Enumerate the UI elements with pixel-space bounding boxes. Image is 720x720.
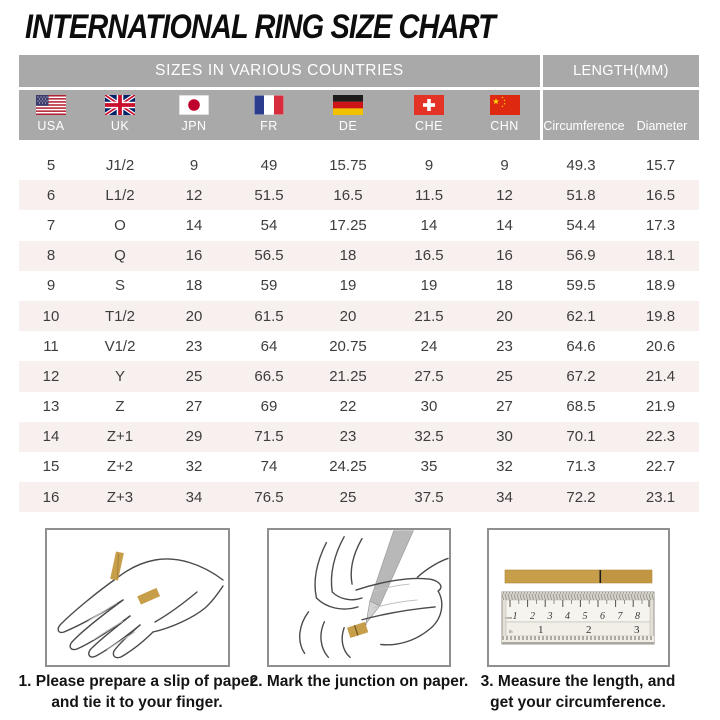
- ruler-measure-icon: [489, 530, 668, 665]
- table-cell: 32: [496, 458, 513, 476]
- table-cell: 69: [260, 398, 278, 416]
- table-cell: 16: [496, 247, 513, 265]
- table-cell: 24.25: [329, 458, 367, 476]
- table-row: [19, 392, 699, 422]
- country-label-che: CHE: [415, 119, 443, 133]
- table-cell: 15.75: [329, 156, 367, 174]
- table-cell: 64: [260, 337, 278, 355]
- table-cell: O: [114, 216, 126, 234]
- table-cell: T1/2: [104, 307, 135, 325]
- table-cell: 21.4: [645, 367, 676, 385]
- table-cell: 74: [260, 458, 278, 476]
- svg-text:2: 2: [530, 611, 535, 622]
- svg-text:1: 1: [538, 624, 544, 636]
- table-cell: 49.3: [566, 156, 596, 174]
- table-cell: 10: [42, 307, 60, 325]
- svg-text:8: 8: [635, 611, 640, 622]
- step1-caption-line2: and tie it to your finger.: [51, 694, 223, 711]
- table-cell: 15.7: [645, 156, 676, 174]
- table-cell: 27: [496, 398, 513, 416]
- table-cell: 20.75: [329, 337, 367, 355]
- switzerland-flag-icon: [414, 95, 444, 115]
- table-cell: 16: [42, 488, 60, 506]
- country-columns: [19, 90, 540, 140]
- table-cell: 16.5: [333, 186, 363, 204]
- svg-text:7: 7: [617, 611, 623, 622]
- table-cell: 20.6: [645, 337, 676, 355]
- table-cell: 64.6: [566, 337, 596, 355]
- france-flag-icon: [254, 95, 284, 115]
- germany-flag-icon: [333, 95, 363, 115]
- table-cell: Q: [114, 247, 126, 265]
- table-cell: 71.3: [566, 458, 596, 476]
- table-cell: 27.5: [414, 367, 444, 385]
- step2-caption-line1: 2. Mark the junction on paper.: [249, 673, 469, 690]
- country-label-uk: UK: [110, 119, 130, 133]
- table-cell: 11: [43, 337, 59, 355]
- length-columns: [543, 90, 699, 140]
- table-cell: 12: [42, 367, 60, 385]
- svg-text:3: 3: [547, 611, 553, 622]
- table-cell: 22.3: [645, 428, 676, 446]
- step2-caption: [239, 671, 479, 692]
- table-cell: 15: [42, 458, 60, 476]
- table-cell: 37.5: [414, 488, 444, 506]
- table-cell: 9: [500, 156, 509, 174]
- table-cell: 7: [46, 216, 56, 234]
- diameter-column-label: Diameter: [636, 119, 688, 133]
- table-cell: 25: [185, 367, 203, 385]
- table-cell: 51.8: [566, 186, 596, 204]
- china-flag-icon: [490, 95, 520, 115]
- table-cell: 9: [424, 156, 434, 174]
- table-cell: 22.7: [645, 458, 676, 476]
- table-cell: 27: [185, 398, 203, 416]
- table-cell: 20: [496, 307, 513, 325]
- table-cell: 12: [496, 186, 513, 204]
- column-jpn: [157, 90, 231, 140]
- table-cell: 20: [339, 307, 357, 325]
- table-cell: 8: [46, 247, 56, 265]
- table-cell: 59: [260, 277, 278, 295]
- table-cell: 12: [185, 186, 203, 204]
- table-cell: 21.25: [329, 367, 367, 385]
- table-cell: 59.5: [566, 277, 596, 295]
- table-cell: 18: [339, 247, 357, 265]
- svg-text:6: 6: [600, 611, 605, 622]
- svg-text:mm: mm: [505, 615, 513, 620]
- table-cell: 21.5: [414, 307, 444, 325]
- table-row: [19, 361, 699, 391]
- svg-text:4: 4: [565, 611, 570, 622]
- table-cell: 14: [420, 216, 438, 234]
- svg-text:1: 1: [512, 611, 518, 622]
- table-cell: 17.3: [645, 216, 676, 234]
- group-header-row: [19, 55, 699, 87]
- table-cell: 18.1: [645, 247, 676, 265]
- table-cell: 14: [42, 428, 60, 446]
- table-cell: 32.5: [414, 428, 444, 446]
- table-row: [19, 301, 699, 331]
- step2-illustration-box: [267, 528, 451, 667]
- column-chn: [469, 90, 540, 140]
- ring-size-table: [19, 55, 699, 512]
- table-rows: [19, 150, 699, 512]
- usa-flag-icon: [36, 95, 66, 115]
- table-row: [19, 271, 699, 301]
- table-cell: 68.5: [566, 398, 596, 416]
- column-de: [307, 90, 389, 140]
- step3-caption-line1: 3. Measure the length, and: [480, 673, 676, 690]
- japan-flag-icon: [179, 95, 209, 115]
- table-cell: 22: [339, 398, 357, 416]
- country-header-row: [19, 90, 699, 140]
- table-row: [19, 331, 699, 361]
- table-cell: 35: [420, 458, 438, 476]
- column-usa: [19, 90, 83, 140]
- table-cell: 30: [496, 428, 513, 446]
- table-cell: 13: [42, 398, 60, 416]
- table-cell: 19: [420, 277, 438, 295]
- table-cell: 18.9: [645, 277, 676, 295]
- circumference-column-label: Circumference: [543, 119, 625, 133]
- table-cell: 67.2: [566, 367, 596, 385]
- step3-caption: [458, 671, 698, 713]
- table-cell: 32: [185, 458, 203, 476]
- country-label-de: DE: [338, 119, 358, 133]
- table-cell: 54.4: [566, 216, 596, 234]
- table-cell: Z: [115, 398, 125, 416]
- table-cell: 18: [185, 277, 203, 295]
- table-row: [19, 422, 699, 452]
- table-row: [19, 241, 699, 271]
- table-cell: 30: [420, 398, 438, 416]
- table-row: [19, 180, 699, 210]
- svg-text:2: 2: [586, 624, 592, 636]
- table-cell: 23: [496, 337, 513, 355]
- table-cell: Y: [114, 367, 125, 385]
- table-cell: 61.5: [254, 307, 284, 325]
- table-cell: 11.5: [414, 186, 444, 204]
- table-cell: 34: [185, 488, 203, 506]
- table-cell: J1/2: [105, 156, 135, 174]
- table-cell: 23: [339, 428, 357, 446]
- table-cell: 14: [496, 216, 513, 234]
- table-cell: 66.5: [254, 367, 284, 385]
- table-cell: 9: [46, 277, 56, 295]
- page-title: INTERNATIONAL RING SIZE CHART: [25, 8, 495, 46]
- table-row: [19, 452, 699, 482]
- table-cell: 25: [339, 488, 357, 506]
- table-cell: Z+1: [106, 428, 134, 446]
- table-cell: 9: [189, 156, 199, 174]
- country-label-jpn: JPN: [181, 119, 207, 133]
- column-uk: [83, 90, 157, 140]
- table-cell: 25: [496, 367, 513, 385]
- table-cell: 5: [46, 156, 56, 174]
- table-cell: 16: [185, 247, 203, 265]
- table-cell: 49: [260, 156, 278, 174]
- table-cell: L1/2: [105, 186, 135, 204]
- column-che: [389, 90, 469, 140]
- table-cell: 70.1: [566, 428, 596, 446]
- svg-text:3: 3: [634, 624, 640, 636]
- table-row: [19, 482, 699, 512]
- country-label-chn: CHN: [490, 119, 519, 133]
- table-row: [19, 150, 699, 180]
- table-cell: 34: [496, 488, 513, 506]
- table-cell: Z+3: [106, 488, 134, 506]
- column-fr: [231, 90, 307, 140]
- svg-text:5: 5: [582, 611, 588, 622]
- step3-caption-line2: get your circumference.: [490, 694, 666, 711]
- table-cell: 54: [260, 216, 278, 234]
- table-cell: 72.2: [566, 488, 596, 506]
- group-header-length: LENGTH(MM): [543, 55, 699, 87]
- table-cell: 56.5: [254, 247, 284, 265]
- table-cell: 20: [185, 307, 203, 325]
- table-cell: 16.5: [414, 247, 444, 265]
- table-cell: 23.1: [645, 488, 676, 506]
- hand-with-paper-strip-icon: [47, 530, 228, 665]
- table-cell: 29: [185, 428, 203, 446]
- table-cell: 56.9: [566, 247, 596, 265]
- svg-text:in: in: [509, 629, 513, 634]
- table-cell: S: [114, 277, 125, 295]
- table-cell: 17.25: [329, 216, 367, 234]
- table-cell: 19: [339, 277, 357, 295]
- table-cell: 24: [420, 337, 438, 355]
- table-cell: 23: [185, 337, 203, 355]
- table-cell: 51.5: [254, 186, 284, 204]
- table-cell: 71.5: [254, 428, 284, 446]
- table-cell: 16.5: [645, 186, 676, 204]
- step1-caption: [17, 671, 257, 713]
- group-header-sizes: SIZES IN VARIOUS COUNTRIES: [19, 55, 540, 87]
- table-cell: Z+2: [106, 458, 134, 476]
- step1-illustration-box: [45, 528, 230, 667]
- table-cell: 14: [185, 216, 203, 234]
- table-cell: 76.5: [254, 488, 284, 506]
- table-cell: 62.1: [566, 307, 596, 325]
- table-cell: 18: [496, 277, 513, 295]
- table-cell: V1/2: [104, 337, 136, 355]
- marking-junction-icon: [269, 530, 449, 665]
- table-row: [19, 210, 699, 240]
- country-label-fr: FR: [260, 119, 278, 133]
- step1-caption-line1: 1. Please prepare a slip of paper: [18, 673, 256, 690]
- table-cell: 21.9: [645, 398, 676, 416]
- step3-illustration-box: [487, 528, 670, 667]
- uk-flag-icon: [105, 95, 135, 115]
- table-cell: 19.8: [645, 307, 676, 325]
- country-label-usa: USA: [37, 119, 65, 133]
- table-cell: 6: [46, 186, 56, 204]
